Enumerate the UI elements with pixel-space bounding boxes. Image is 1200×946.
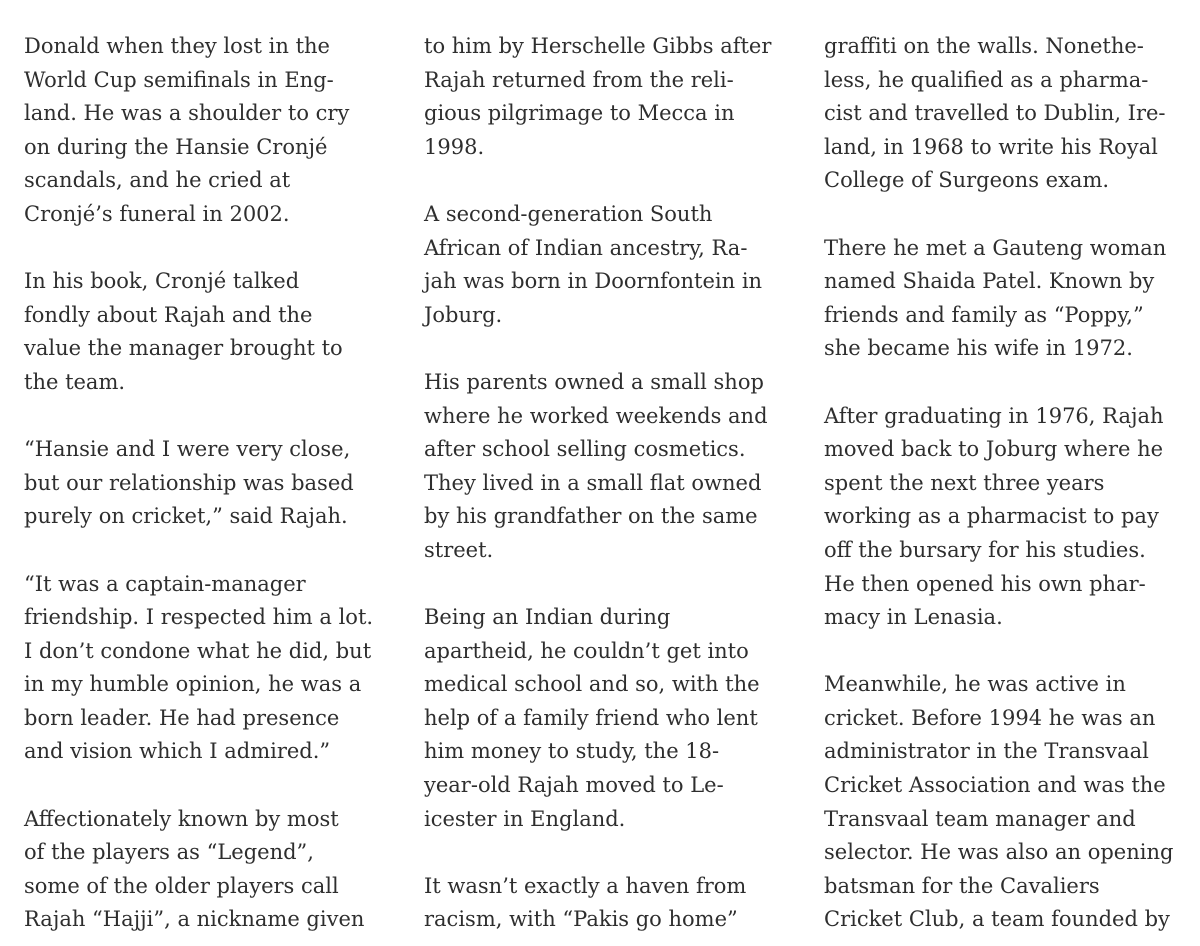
text-line: value the manager brought to xyxy=(24,336,343,361)
paragraph xyxy=(424,601,786,836)
text-line: selector. He was also an opening xyxy=(824,840,1174,865)
text-line: where he worked weekends and xyxy=(424,403,768,428)
paragraph xyxy=(24,30,386,232)
text-line: and vision which I admired.” xyxy=(24,739,331,764)
text-line: friends and family as “Poppy,” xyxy=(824,302,1144,327)
text-line: Transvaal team manager and xyxy=(824,806,1136,831)
text-line: Cricket Club, a team founded by xyxy=(824,907,1170,932)
text-line: some of the older players call xyxy=(24,873,339,898)
text-line: Meanwhile, he was active in xyxy=(824,672,1126,697)
text-line: born leader. He had presence xyxy=(24,705,340,730)
article-column-3 xyxy=(824,30,1186,946)
text-line: It wasn’t exactly a haven from xyxy=(424,873,747,898)
text-line: land. He was a shoulder to cry xyxy=(24,101,350,126)
text-line: racism, with “Pakis go home” xyxy=(424,907,738,932)
text-line: apartheid, he couldn’t get into xyxy=(424,638,749,663)
paragraph xyxy=(424,870,786,937)
text-line: but our relationship was based xyxy=(24,470,354,495)
text-line: Affectionately known by most xyxy=(24,806,339,831)
text-line: I don’t condone what he did, but xyxy=(24,638,372,663)
text-line: “Hansie and I were very close, xyxy=(24,437,351,462)
paragraph xyxy=(824,668,1186,937)
text-line: medical school and so, with the xyxy=(424,672,760,697)
text-line: There he met a Gauteng woman xyxy=(824,235,1167,260)
text-line: Joburg. xyxy=(424,302,503,327)
text-line: They lived in a small flat owned xyxy=(424,470,762,495)
text-line: Being an Indian during xyxy=(424,605,671,630)
text-line: A second-generation South xyxy=(424,201,713,226)
text-line: land, in 1968 to write his Royal xyxy=(824,134,1158,159)
text-line: His parents owned a small shop xyxy=(424,369,764,394)
text-line: working as a pharmacist to pay xyxy=(824,504,1159,529)
paragraph xyxy=(24,265,386,399)
paragraph xyxy=(24,568,386,770)
text-line: Cronjé’s funeral in 2002. xyxy=(24,201,290,226)
text-line: spent the next three years xyxy=(824,470,1105,495)
text-line: Donald when they lost in the xyxy=(24,34,330,58)
text-line: Cricket Association and was the xyxy=(824,773,1166,798)
text-line: After graduating in 1976, Rajah xyxy=(824,403,1164,428)
text-line: on during the Hansie Cronjé xyxy=(24,134,328,159)
text-line: purely on cricket,” said Rajah. xyxy=(24,504,348,529)
paragraph xyxy=(824,232,1186,366)
text-line: gious pilgrimage to Mecca in xyxy=(424,101,735,126)
text-line: of the players as “Legend”, xyxy=(24,840,314,865)
text-line: 1998. xyxy=(424,134,485,159)
paragraph xyxy=(424,198,786,332)
text-line: cist and travelled to Dublin, Ire- xyxy=(824,101,1166,126)
text-line: graffiti on the walls. Nonethe- xyxy=(824,34,1144,58)
text-line: World Cup semifinals in Eng- xyxy=(24,67,334,92)
text-line: in my humble opinion, he was a xyxy=(24,672,362,697)
text-line: “It was a captain-manager xyxy=(24,571,306,596)
text-line: to him by Herschelle Gibbs after xyxy=(424,34,772,58)
text-line: batsman for the Cavaliers xyxy=(824,873,1100,898)
article-column-2 xyxy=(424,30,786,946)
text-line: street. xyxy=(424,537,494,562)
paragraph xyxy=(24,803,386,937)
text-line: moved back to Joburg where he xyxy=(824,437,1164,462)
text-line: administrator in the Transvaal xyxy=(824,739,1149,764)
text-line: Rajah returned from the reli- xyxy=(424,67,734,92)
text-line: Rajah “Hajji”, a nickname given xyxy=(24,907,365,932)
text-line: friendship. I respected him a lot. xyxy=(24,605,374,630)
text-line: In his book, Cronjé talked xyxy=(24,269,300,294)
text-line: she became his wife in 1972. xyxy=(824,336,1133,361)
paragraph xyxy=(824,400,1186,635)
text-line: icester in England. xyxy=(424,806,626,831)
paragraph xyxy=(424,366,786,568)
paragraph xyxy=(424,30,786,164)
text-line: by his grandfather on the same xyxy=(424,504,758,529)
text-line: him money to study, the 18- xyxy=(424,739,720,764)
text-line: year-old Rajah moved to Le- xyxy=(424,773,724,798)
text-line: scandals, and he cried at xyxy=(24,168,291,193)
text-line: macy in Lenasia. xyxy=(824,605,1003,630)
text-line: fondly about Rajah and the xyxy=(24,302,313,327)
paragraph xyxy=(24,433,386,534)
text-line: after school selling cosmetics. xyxy=(424,437,746,462)
paragraph xyxy=(824,30,1186,198)
text-line: He then opened his own phar- xyxy=(824,571,1146,596)
text-line: off the bursary for his studies. xyxy=(824,537,1146,562)
article-column-1 xyxy=(24,30,386,946)
text-line: cricket. Before 1994 he was an xyxy=(824,705,1156,730)
text-line: help of a family friend who lent xyxy=(424,705,758,730)
text-line: the team. xyxy=(24,369,126,394)
text-line: African of Indian ancestry, Ra- xyxy=(424,235,748,260)
text-line: less, he qualified as a pharma- xyxy=(824,67,1149,92)
text-line: College of Surgeons exam. xyxy=(824,168,1110,193)
text-line: jah was born in Doornfontein in xyxy=(424,269,763,294)
text-line: named Shaida Patel. Known by xyxy=(824,269,1155,294)
